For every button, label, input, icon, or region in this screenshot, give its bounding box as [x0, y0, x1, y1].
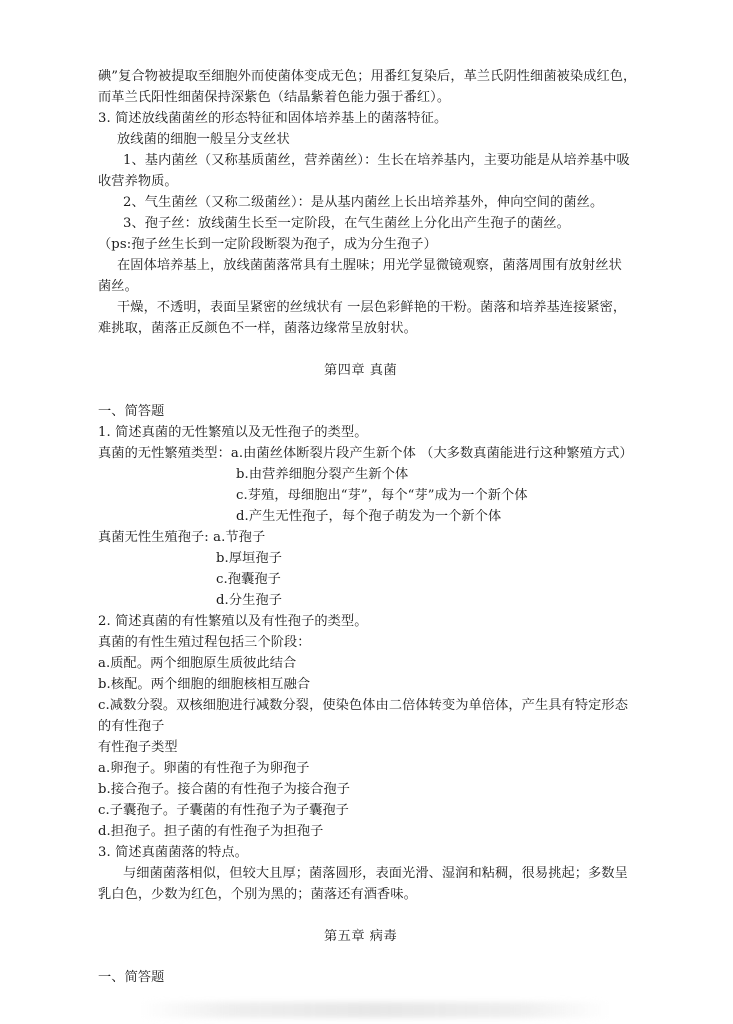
list-item: d.产生无性孢子，每个孢子萌发为一个新个体 [236, 509, 502, 524]
list-item: a.质配。两个细胞原生质彼此结合 [98, 656, 297, 671]
text-line: 2、气生菌丝（又称二级菌丝）：是从基内菌丝上长出培养基外，伸向空间的菌丝。 [123, 195, 604, 210]
faded-text-strip [140, 1002, 610, 1018]
list-item: b.接合孢子。接合菌的有性孢子为接合孢子 [98, 782, 351, 797]
list-item: d.分生孢子 [216, 593, 282, 608]
list-item: a.卵孢子。卵菌的有性孢子为卵孢子 [98, 761, 310, 776]
text-line: 在固体培养基上，放线菌菌落常具有土腥味；用光学显微镜观察，菌落周围有放射丝状 [117, 258, 622, 273]
text-line: 而革兰氏阳性细菌保持深紫色（结晶紫着色能力强于番红）。 [98, 90, 451, 105]
list-item: b.厚垣孢子 [216, 551, 282, 566]
text-line: 乳白色，少数为红色，个别为黑的；菌落还有酒香味。 [98, 887, 417, 902]
text-line: （ps:孢子丝生长到一定阶段断裂为孢子，成为分生孢子） [98, 237, 437, 252]
list-item: c.孢囊孢子 [216, 572, 281, 587]
text-line: 碘”复合物被提取至细胞外而使菌体变成无色；用番红复染后，革兰氏阴性细菌被染成红色， [98, 69, 637, 84]
question-heading: 3. 简述放线菌菌丝的形态特征和固体培养基上的菌落特征。 [98, 111, 448, 126]
list-item: c.芽殖，母细胞出“芽”，每个“芽”成为一个新个体 [236, 488, 528, 503]
text-line: 真菌的有性生殖过程包括三个阶段： [98, 635, 311, 650]
list-item: d.担孢子。担子菌的有性孢子为担孢子 [98, 824, 324, 839]
text-line: 真菌的无性繁殖类型：a.由菌丝体断裂片段产生新个体 （大多数真菌能进行这种繁殖方式） [98, 446, 633, 461]
text-line: 收营养物质。 [98, 174, 178, 189]
text-line: 的有性孢子 [98, 719, 165, 734]
text-line: 有性孢子类型 [98, 740, 178, 755]
text-line: 1、基内菌丝（又称基质菌丝，营养菌丝）：生长在培养基内，主要功能是从培养基中吸 [123, 153, 630, 168]
list-item: c.减数分裂。双核细胞进行减数分裂，使染色体由二倍体转变为单倍体，产生具有特定形态 [98, 698, 628, 713]
list-item: c.子囊孢子。子囊菌的有性孢子为子囊孢子 [98, 803, 349, 818]
question-heading: 3. 简述真菌菌落的特点。 [98, 845, 248, 860]
text-line: 3、孢子丝：放线菌生长至一定阶段，在气生菌丝上分化出产生孢子的菌丝。 [123, 216, 570, 231]
list-item: b.核配。两个细胞的细胞核相互融合 [98, 677, 311, 692]
text-line: 难挑取，菌落正反颜色不一样，菌落边缘常呈放射状。 [98, 321, 417, 336]
chapter-title: 第四章 真菌 [324, 363, 398, 378]
text-line: 菌丝。 [98, 279, 138, 294]
section-heading: 一、简答题 [98, 404, 165, 419]
text-line: 放线菌的细胞一般呈分支丝状 [117, 132, 290, 147]
list-item: b.由营养细胞分裂产生新个体 [236, 467, 409, 482]
section-heading: 一、简答题 [98, 970, 165, 985]
text-line: 干燥，不透明，表面呈紧密的丝绒状有 一层色彩鲜艳的干粉。菌落和培养基连接紧密， [117, 300, 627, 315]
chapter-title: 第五章 病毒 [324, 929, 398, 944]
text-line: 真菌无性生殖孢子: a.节孢子 [98, 530, 266, 545]
question-heading: 2. 简述真菌的有性繁殖以及有性孢子的类型。 [98, 614, 368, 629]
text-line: 与细菌菌落相似，但较大且厚；菌落圆形，表面光滑、湿润和粘稠，很易挑起；多数呈 [123, 866, 628, 881]
question-heading: 1. 简述真菌的无性繁殖以及无性孢子的类型。 [98, 425, 368, 440]
